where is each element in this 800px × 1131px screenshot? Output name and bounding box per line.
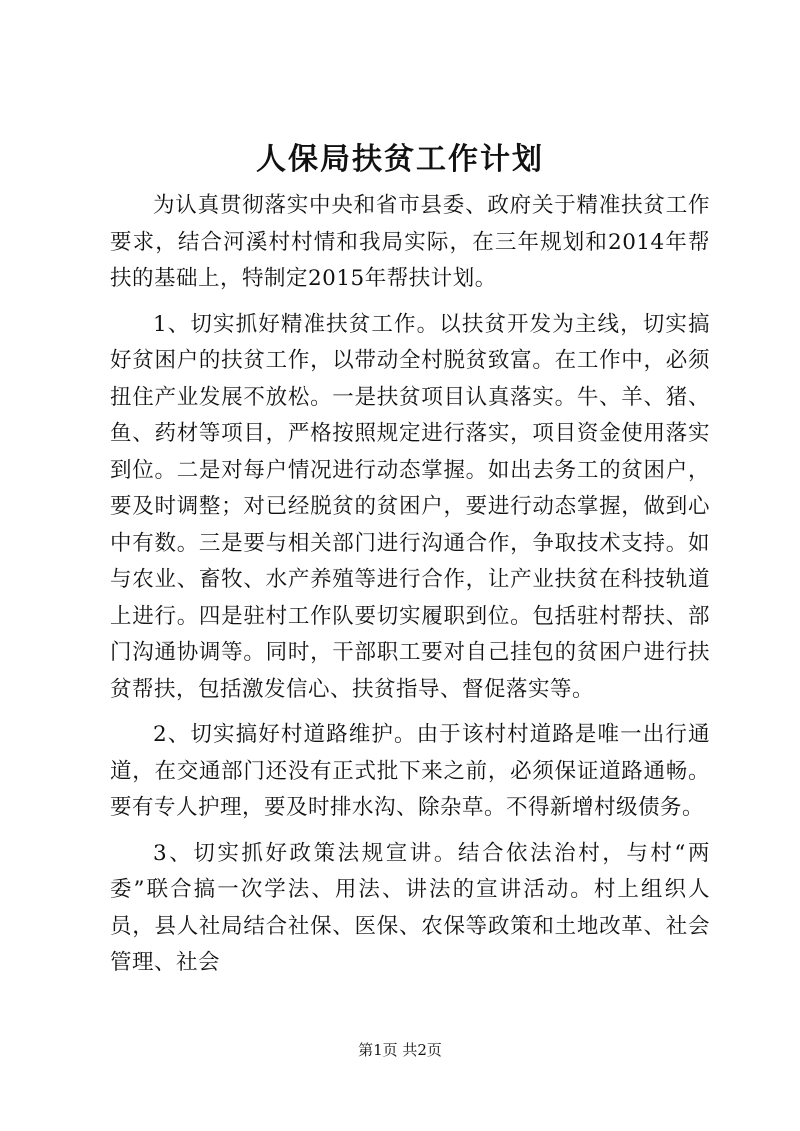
- section-3-paragraph: 3、切实抓好政策法规宣讲。结合依法治村，与村“两委”联合搞一次学法、用法、讲法的宣讲活动。村上组织人员，县人社局结合社保、医保、农保等政策和土地改革、社会管理、社会: [110, 840, 710, 975]
- document-title: 人保局扶贫工作计划: [256, 142, 544, 177]
- section-2-paragraph: 2、切实搞好村道路维护。由于该村村道路是唯一出行通道，在交通部门还没有正式批下来之前，必须保证道路通畅。要有专人护理，要及时排水沟、除杂草。不得新增村级债务。: [110, 722, 710, 820]
- document-body: [110, 188, 710, 991]
- section-1-paragraph: 1、切实抓好精准扶贫工作。以扶贫开发为主线，切实搞好贫困户的扶贫工作，以带动全村脱贫致富。在工作中，必须扭住产业发展不放松。一是扶贫项目认真落实。牛、羊、猪、鱼、药材等项目，严格按照规定进行落实，项目资金使用落实到位。二是对每户情况进行动态掌握。如出去务工的贫困户，要及时调整；对已经脱贫的贫困户，要进行动态掌握，做到心中有数。三是要与相关部门进行沟通合作，争取技术支持。如与农业、畜牧、水产养殖等进行合作，让产业扶贫在科技轨道上进行。四是驻村工作队要切实履职到位。包括驻村帮扶、部门沟通协调等。同时，干部职工要对自己挂包的贫困户进行扶贫帮扶，包括激发信心、扶贫指导、督促落实等。: [110, 311, 710, 702]
- page-number-footer: 第1页 共2页: [358, 1041, 442, 1059]
- intro-paragraph: 为认真贯彻落实中央和省市县委、政府关于精准扶贫工作要求，结合河溪村村情和我局实际，在三年规划和2014年帮扶的基础上，特制定2015年帮扶计划。: [110, 193, 710, 291]
